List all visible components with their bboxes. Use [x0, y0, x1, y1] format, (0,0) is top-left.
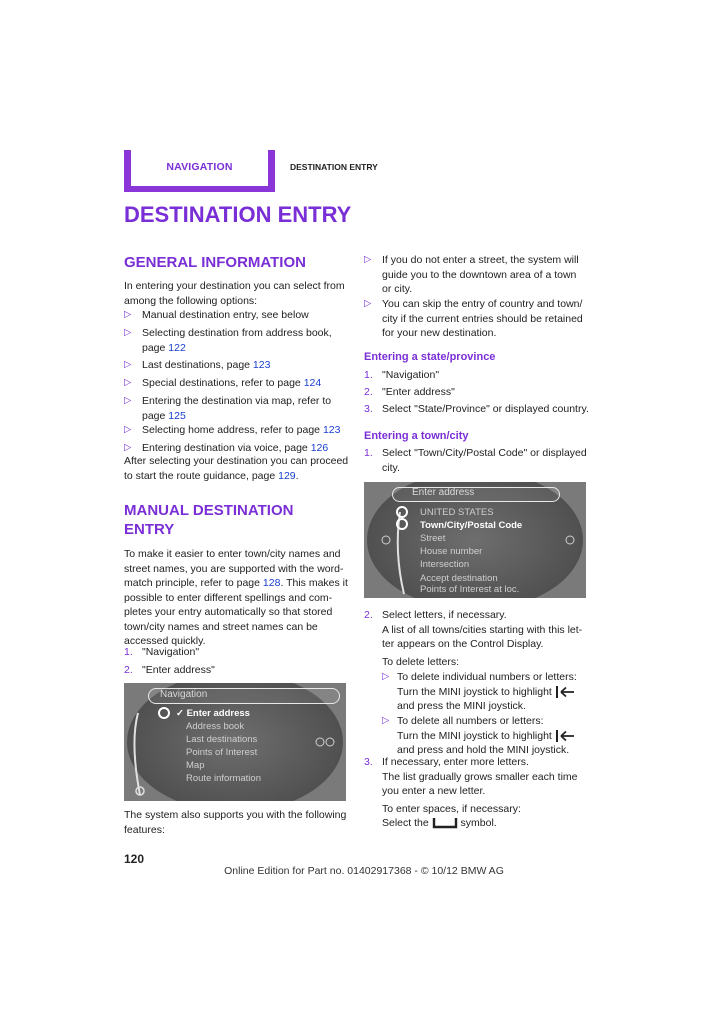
- state-steps: [364, 368, 594, 418]
- list-item: ▷ Special destinations, refer to page 124: [124, 377, 322, 389]
- menu-item: Points of Interest: [186, 747, 258, 758]
- triangle-bullet-icon: ▷: [124, 424, 132, 435]
- menu-item: Intersection: [420, 559, 470, 570]
- menu-item: Accept destination: [420, 573, 498, 584]
- list-item: ▷ Selecting home address, refer to page 123: [124, 424, 341, 436]
- step-item: 2. "Enter address": [364, 386, 455, 398]
- page-link[interactable]: 122: [168, 341, 186, 354]
- general-intro: In entering your destination you can select from among the following options:: [124, 280, 345, 307]
- menu-item: House number: [420, 546, 483, 557]
- town-step-3: 3. If necessary, enter more letters. The list gradually grows smaller each time you enter a new letter. To enter spaces, if necessary: Select the symbol.: [364, 756, 578, 829]
- triangle-bullet-icon: ▷: [124, 309, 132, 320]
- enter-address-screenshot: [364, 482, 586, 598]
- list-item: ▷ You can skip the entry of country and town/ city if the current entries should be retained for your new destination.: [364, 298, 583, 339]
- step-item: 2. "Enter address": [124, 664, 215, 676]
- triangle-bullet-icon: ▷: [124, 359, 132, 370]
- page-number: 120: [124, 852, 145, 866]
- list-item: ▷ Entering the destination via map, refer to page 125: [124, 395, 332, 422]
- list-item: ▷ To delete individual numbers or letters: Turn the MINI joystick to highlight and press the MINI joystick.: [382, 671, 577, 712]
- chapter-tab-label: NAVIGATION: [166, 161, 233, 173]
- step-item: 1. "Navigation": [124, 646, 200, 658]
- town-step-2: 2. Select letters, if necessary. A list of all towns/cities starting with this let- ter appears on the Control Display. To delete letters:: [364, 609, 583, 668]
- manual-paragraph: To make it easier to enter town/city names and street names, you are supported with the word- match principle, refer to page 128. This makes it possible to enter different spellings and com- pletes your entry automatically so that stored town/city names and street names can be accessed quickly.: [124, 548, 348, 647]
- general-options-list: [124, 308, 354, 454]
- triangle-bullet-icon: ▷: [382, 715, 390, 726]
- triangle-bullet-icon: ▷: [124, 377, 132, 388]
- chapter-tab: [124, 150, 275, 192]
- menu-item: Map: [186, 760, 205, 771]
- page-title: DESTINATION ENTRY: [124, 202, 352, 227]
- menu-item: Points of Interest at loc.: [420, 584, 520, 595]
- menu-item: Street: [420, 533, 446, 544]
- menu-item-selected: ✓ Enter address: [176, 708, 250, 719]
- menu-item: Last destinations: [186, 734, 258, 745]
- triangle-bullet-icon: ▷: [124, 442, 132, 453]
- list-item: ▷ Entering destination via voice, page 126: [124, 442, 329, 454]
- footer-edition: Online Edition for Part no. 01402917368 - © 10/12 BMW AG: [224, 865, 504, 877]
- state-heading: Entering a state/province: [364, 351, 496, 363]
- triangle-bullet-icon: ▷: [364, 254, 372, 265]
- features-intro: The system also supports you with the following features:: [124, 809, 347, 836]
- town-heading: Entering a town/city: [364, 430, 469, 442]
- page-link[interactable]: 123: [252, 359, 271, 371]
- page-link[interactable]: 124: [303, 377, 322, 389]
- list-item: ▷ Manual destination entry, see below: [124, 309, 309, 321]
- manual-steps: [124, 645, 354, 685]
- navigation-menu-screenshot: [124, 683, 346, 801]
- step-item: 1. "Navigation": [364, 369, 440, 381]
- page-link[interactable]: 123: [322, 424, 341, 436]
- general-outro: After selecting your destination you can proceed to start the route guidance, page 129.: [124, 455, 349, 482]
- menu-item: UNITED STATES: [420, 507, 494, 518]
- section-header: DESTINATION ENTRY: [290, 162, 378, 172]
- town-step-1: 1. Select "Town/City/Postal Code" or displayed city.: [364, 447, 587, 474]
- triangle-bullet-icon: ▷: [124, 395, 132, 406]
- general-heading: GENERAL INFORMATION: [124, 254, 306, 271]
- triangle-bullet-icon: ▷: [382, 671, 390, 682]
- list-item: ▷ Last destinations, page 123: [124, 359, 271, 371]
- screen-title: Enter address: [412, 487, 475, 498]
- manual-heading: MANUAL DESTINATION ENTRY: [124, 502, 294, 538]
- screen-title: Navigation: [160, 689, 208, 700]
- triangle-bullet-icon: ▷: [124, 327, 132, 338]
- features-list: [364, 253, 592, 345]
- triangle-bullet-icon: ▷: [364, 298, 372, 309]
- menu-item-selected: Town/City/Postal Code: [420, 520, 523, 531]
- page-link[interactable]: 128: [262, 577, 281, 589]
- list-item: ▷ Selecting destination from address book, page 122: [124, 327, 332, 354]
- page-link[interactable]: 125: [168, 409, 186, 422]
- step-item: 3. Select "State/Province" or displayed country.: [364, 403, 589, 415]
- list-item: ▷ If you do not enter a street, the system will guide you to the downtown area of a town or city.: [364, 254, 579, 295]
- backspace-arrow-icon: [555, 686, 575, 698]
- menu-item: Address book: [186, 721, 245, 732]
- menu-item: Route information: [186, 773, 261, 784]
- list-item: ▷ To delete all numbers or letters: Turn the MINI joystick to highlight and press and hold the MINI joystick.: [382, 714, 596, 758]
- space-bar-icon: [432, 817, 458, 829]
- delete-options-list: [382, 670, 596, 756]
- page-link[interactable]: 126: [310, 442, 329, 454]
- page-link[interactable]: 129: [278, 469, 296, 482]
- backspace-arrow-icon: [555, 730, 575, 742]
